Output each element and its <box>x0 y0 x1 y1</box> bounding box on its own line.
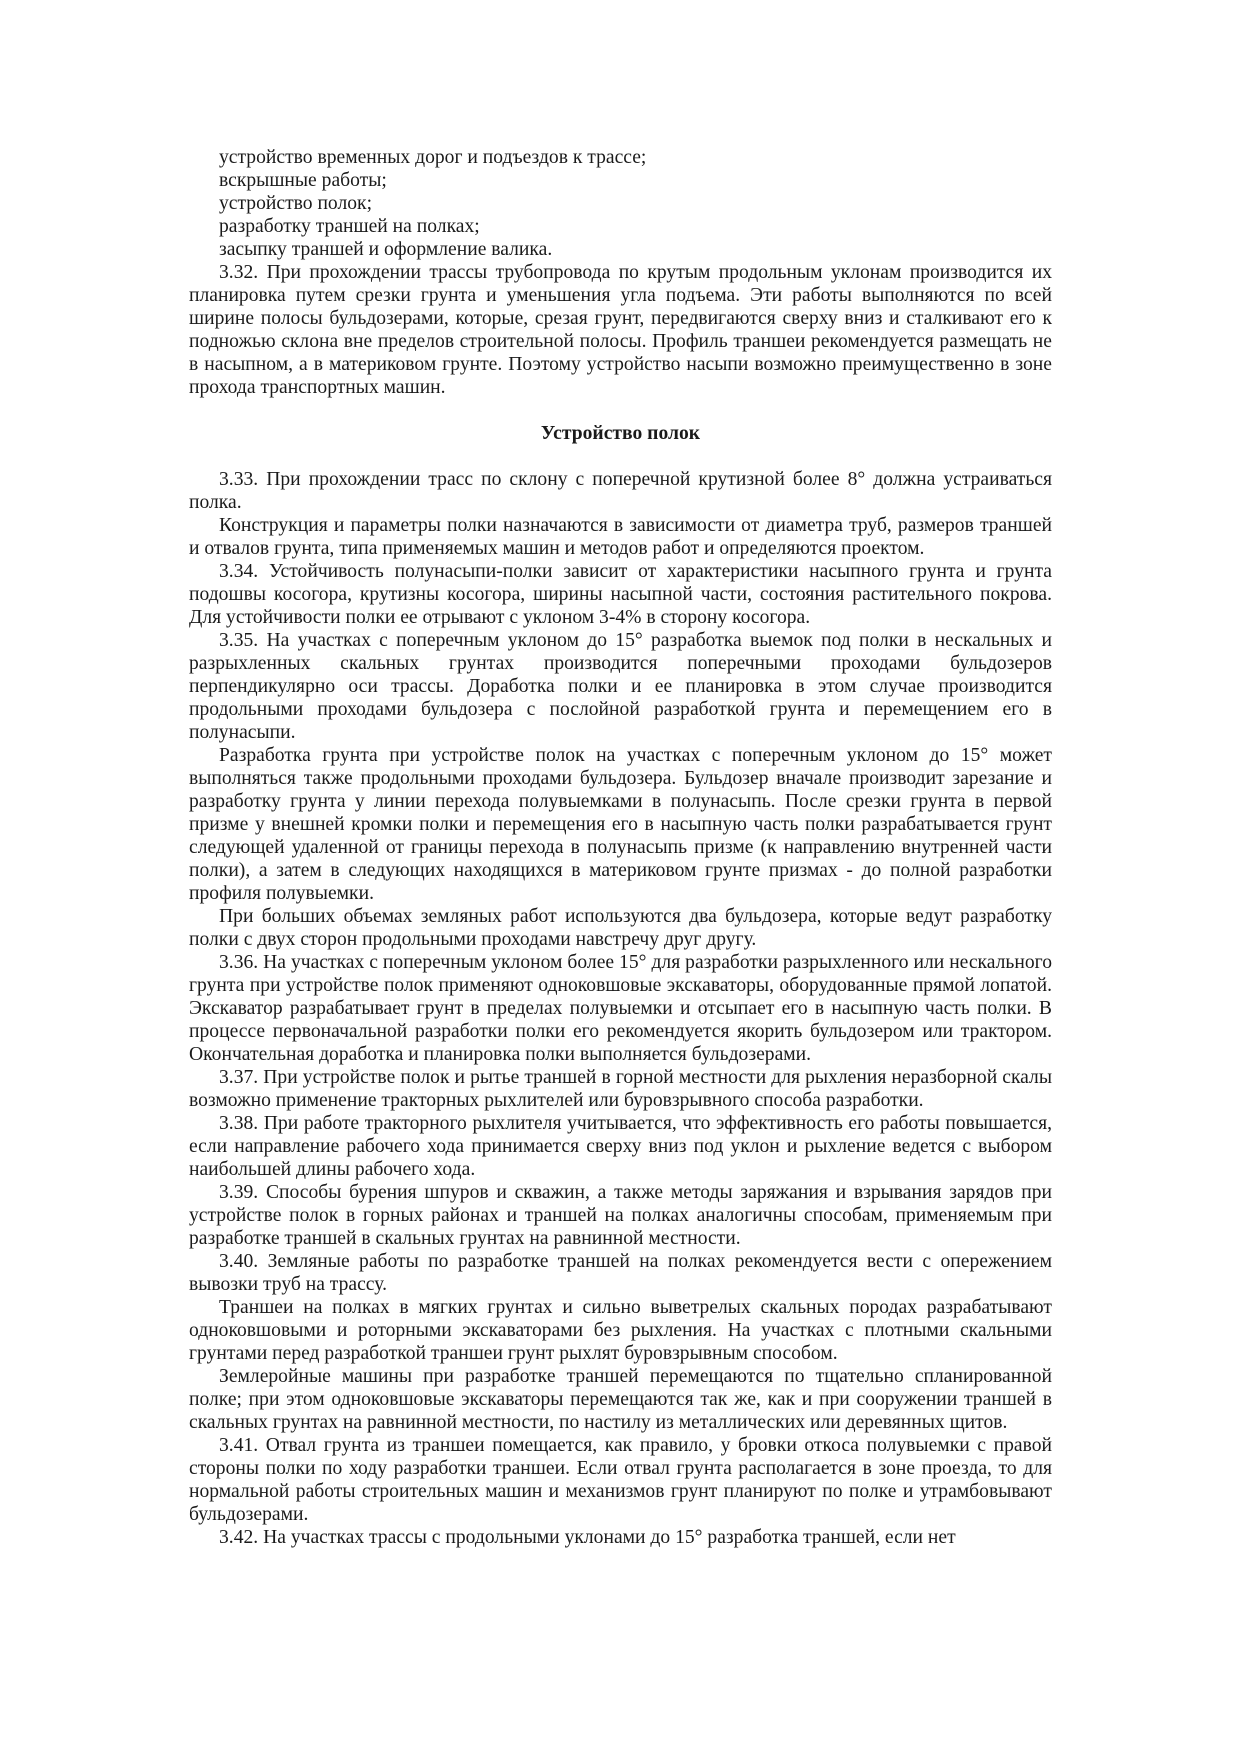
list-item: засыпку траншей и оформление валика. <box>219 239 553 260</box>
paragraph: 3.35. На участках с поперечным уклоном до 15° разработка выемок под полки в нескальных и разрыхленных скальных грунтах производится поперечными проходами бульдозеров перпендикулярно оси трассы. Доработка полки и ее планировка в этом случае производится продольными проходами бульдозера с послойной разработкой грунта и перемещением его в полунасыпи. <box>189 630 1052 743</box>
paragraph: 3.37. При устройстве полок и рытье траншей в горной местности для рыхления неразборной скалы возможно применение тракторных рыхлителей или буровзрывного способа разработки. <box>189 1067 1052 1111</box>
list-item: устройство временных дорог и подъездов к трассе; <box>219 147 647 168</box>
paragraph: 3.39. Способы бурения шпуров и скважин, а также методы заряжания и взрывания зарядов при устройстве полок в горных районах и траншей на полках аналогичны способам, применяемым при разработке траншей в скальных грунтах на равнинной местности. <box>189 1182 1052 1249</box>
paragraph: Конструкция и параметры полки назначаются в зависимости от диаметра труб, размеров траншей и отвалов грунта, типа применяемых машин и методов работ и определяются проектом. <box>189 515 1052 559</box>
paragraph: Траншеи на полках в мягких грунтах и сильно выветрелых скальных породах разрабатывают одноковшовыми и роторными экскаваторами без рыхления. На участках с плотными скальными грунтами перед разработкой траншеи грунт рыхлят буровзрывным способом. <box>189 1297 1052 1364</box>
paragraph: 3.38. При работе тракторного рыхлителя учитывается, что эффективность его работы повышается, если направление рабочего хода принимается сверху вниз под уклон и рыхление ведется с выбором наибольшей длины рабочего хода. <box>189 1113 1052 1180</box>
paragraph: 3.34. Устойчивость полунасыпи-полки зависит от характеристики насыпного грунта и грунта подошвы косогора, крутизны косогора, ширины насыпной части, состояния растительного покрова. Для устойчивости полки ее отрывают с уклоном 3-4% в сторону косогора. <box>189 561 1052 628</box>
paragraph: 3.36. На участках с поперечным уклоном более 15° для разработки разрыхленного или нескального грунта при устройстве полок применяют одноковшовые экскаваторы, оборудованные прямой лопатой. Экскаватор разрабатывает грунт в пределах полувыемки и отсыпает его в насыпную часть полки. В процессе первоначальной разработки полки его рекомендуется якорить бульдозером или трактором. Окончательная доработка и планировка полки выполняется бульдозерами. <box>189 952 1052 1065</box>
list-item: устройство полок; <box>219 193 373 214</box>
paragraph: При больших объемах земляных работ используются два бульдозера, которые ведут разработку полки с двух сторон продольными проходами навстречу друг другу. <box>189 906 1052 950</box>
paragraph: 3.40. Земляные работы по разработке траншей на полках рекомендуется вести с опережением вывозки труб на трассу. <box>189 1251 1052 1295</box>
paragraph: 3.42. На участках трассы с продольными уклонами до 15° разработка траншей, если нет <box>219 1527 956 1548</box>
paragraph: 3.41. Отвал грунта из траншеи помещается, как правило, у бровки откоса полувыемки с правой стороны полки по ходу разработки траншеи. Если отвал грунта располагается в зоне проезда, то для нормальной работы строительных машин и механизмов грунт планируют по полке и утрамбовывают бульдозерами. <box>189 1435 1052 1525</box>
document-page <box>189 146 1052 1549</box>
paragraph: Землеройные машины при разработке траншей перемещаются по тщательно спланированной полке; при этом одноковшовые экскаваторы перемещаются так же, как и при сооружении траншей в скальных грунтах на равнинной местности, по настилу из металлических или деревянных щитов. <box>189 1366 1052 1433</box>
list-item: разработку траншей на полках; <box>219 216 480 237</box>
paragraph: 3.33. При прохождении трасс по склону с поперечной крутизной более 8° должна устраиваться полка. <box>189 469 1052 513</box>
section-heading: Устройство полок <box>540 423 701 444</box>
paragraph-3-32: 3.32. При прохождении трассы трубопровода по крутым продольным уклонам производится их планировка путем срезки грунта и уменьшения угла подъема. Эти работы выполняются по всей ширине полосы бульдозерами, которые, срезая грунт, передвигаются сверху вниз и сталкивают его к подножью склона вне пределов строительной полосы. Профиль траншеи рекомендуется размещать не в насыпном, а в материковом грунте. Поэтому устройство насыпи возможно преимущественно в зоне прохода транспортных машин. <box>189 262 1052 398</box>
paragraph: Разработка грунта при устройстве полок на участках с поперечным уклоном до 15° может выполняться также продольными проходами бульдозера. Бульдозер вначале производит зарезание и разработку грунта у линии перехода полувыемками в полунасыпь. После срезки грунта в первой призме у внешней кромки полки и перемещения его в насыпную часть полки разрабатывается грунт следующей удаленной от границы перехода в полунасыпь призме (к направлению внутренней части полки), а затем в следующих находящихся в материковом грунте призмах - до полной разработки профиля полувыемки. <box>189 745 1052 904</box>
list-item: вскрышные работы; <box>219 170 387 191</box>
